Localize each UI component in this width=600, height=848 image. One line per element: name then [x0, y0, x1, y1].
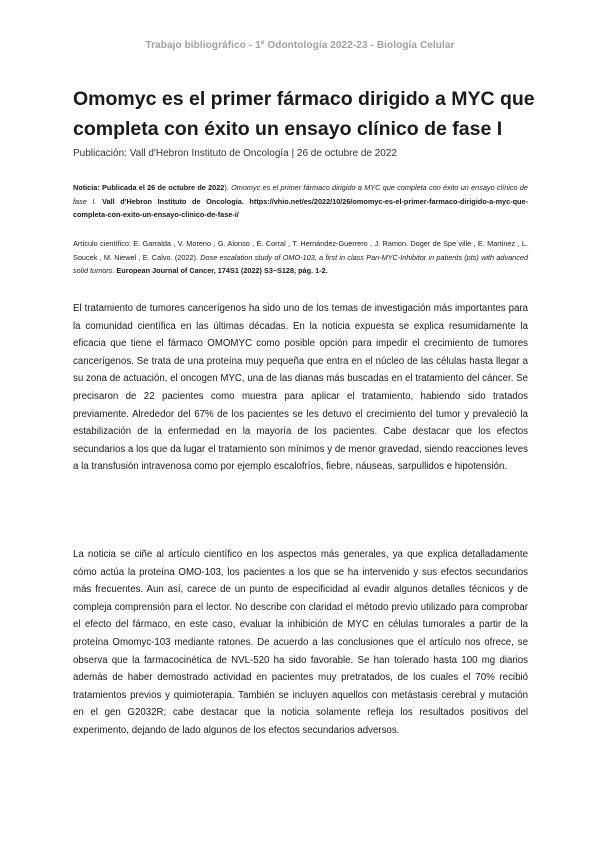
news-reference-source: Vall d'Hebron Instituto de Oncología. https://vhio.net/es/2022/10/26/omomyc-es-el-primer-farmaco-dirigido-a-myc-que-completa-con-exito-un-ensayo-clinico-de-fase-i/ [73, 196, 529, 220]
news-reference-sep: ). [224, 183, 232, 192]
body-paragraph-1: El tratamiento de tumores cancerígenos ha sido uno de los temas de investigación más importantes para la comunidad científica en las últimas décadas. En la noticia expuesta se explica resumidamente la eficacia que tiene el fármaco OMOMYC como posible opción para impedir el crecimiento de tumores cancerígenos. Se trata de una proteína muy pequeña que entra en el núcleo de las células hasta llegar a su zona de actuación, el oncogen MYC, una de las dianas más buscadas en el tratamiento del cáncer. Se precisaron de 22 pacientes como muestra para aplicar el tratamiento, habiendo sido tratados previamente. Alrededor del 67% de los pacientes se les detuvo el crecimiento del tumor y prevaleció la estabilización de la enfermedad en la mayoría de los pacientes. Cabe destacar que los efectos secundarios a los que da lugar el tratamiento son mínimos y de menor gravedad, siendo reacciones leves a la transfusión intravenosa como por ejemplo escalofríos, fiebre, náuseas, sarpullidos e hipotensión. [73, 303, 528, 473]
news-reference [73, 181, 528, 222]
publication-line: Publicación: Vall d'Hebron Instituto de Oncología | 26 de octubre de 2022 [73, 148, 397, 159]
body-paragraph-2: La noticia se ciñe al artículo científico en los aspectos más generales, ya que explica detalladamente cómo actúa la proteína OMO-103, los pacientes a los que se ha intervenido y sus efectos secundarios más frecuentes. Aun así, carece de un punto de especificidad al evadir algunos detalles técnicos y de compleja comprensión para el lector. No describe con claridad el método previo utilizado para comprobar el efecto del fármaco, en este caso, evaluar la inhibición de MYC en células tumorales a partir de la proteína Omomyc-103 mediante ratones. De acuerdo a las conclusiones que el artículo nos ofrece, se observa que la farmacocinética de NVL-520 ha sido favorable. Se han tolerado hasta 100 mg diarios además de haber demostrado actividad en pacientes muy pretratados, de los cuales el 70% recibió tratamientos previos y quimioterapia. También se incluyen aquellos con metástasis cerebral y mutación en el gen G2032R; cabe destacar que la noticia solamente refleja los resultados positivos del experimento, dejando de lado algunos de los efectos secundarios adversos. [73, 549, 528, 736]
paper-reference-authors: Artículo científico: E. Garralda , V. Moreno , G. Alonso , E. Corral , T. Hernández-Guerrero , J. Ramon. Doger de Spe´ville , E. Martinez , L. Soucek , M. Niewel , E. Calvo. (2022). [73, 239, 528, 262]
paper-reference-journal: European Journal of Cancer, 174S1 (2022) S3–S128, pág. 1-2. [114, 266, 328, 276]
news-reference-label: Noticia: Publicada el 26 de octubre de 2022 [73, 183, 225, 192]
paper-reference [73, 237, 528, 278]
news-reference-title: Omomyc es el primer fármaco dirigido a MYC que completa con éxito un ensayo clínico de fase I. [73, 183, 528, 206]
article-title: Omomyc es el primer fármaco dirigido a MYC que completa con éxito un ensayo clínico de fase I [73, 88, 535, 140]
running-header: Trabajo bibliográfico - 1º Odontología 2022-23 - Biología Celular [145, 40, 455, 51]
paper-reference-title: Dose escalation study of OMO-103, a first in class Pan-MYC-Inhibitor in patients (pts) with advanced solid tumors. [73, 252, 528, 276]
